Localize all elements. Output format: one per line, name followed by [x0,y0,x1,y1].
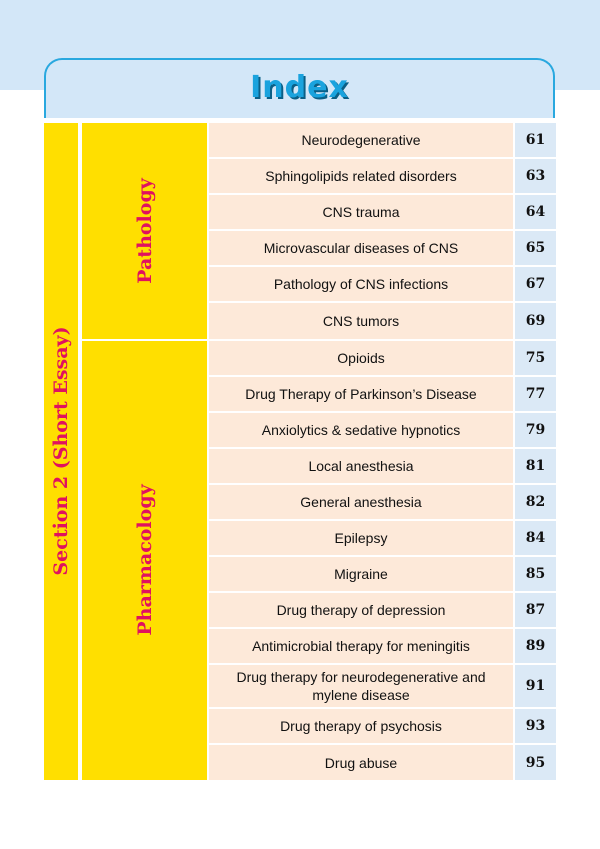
page-number: 85 [515,557,556,591]
subject-label-pathology: Pathology [134,178,156,284]
index-row [209,557,556,591]
index-row [209,267,556,301]
topic-title: Opioids [209,341,513,375]
page-number: 89 [515,629,556,663]
page-number: 77 [515,377,556,411]
page-number: 87 [515,593,556,627]
page-number: 79 [515,413,556,447]
topic-title: Anxiolytics & sedative hypnotics [209,413,513,447]
topic-title: General anesthesia [209,485,513,519]
index-row [209,449,556,483]
topic-title: Drug therapy for neurodegenerative and mylene disease [209,665,513,707]
index-row [209,709,556,743]
index-header [44,58,555,118]
page-number: 81 [515,449,556,483]
page-number: 91 [515,665,556,707]
index-row [209,485,556,519]
page-number: 82 [515,485,556,519]
topic-title: Drug therapy of psychosis [209,709,513,743]
topic-title: Pathology of CNS infections [209,267,513,301]
page-number: 63 [515,159,556,193]
topic-title: Local anesthesia [209,449,513,483]
index-row [209,413,556,447]
topic-title: Migraine [209,557,513,591]
page-number: 95 [515,745,556,780]
topic-title: Antimicrobial therapy for meningitis [209,629,513,663]
page-title: Index [250,70,349,105]
index-row [209,341,556,375]
index-row [209,303,556,339]
topic-title: Sphingolipids related disorders [209,159,513,193]
section-label: Section 2 (Short Essay) [50,326,72,576]
index-row [209,665,556,707]
topic-title: Drug therapy of depression [209,593,513,627]
index-row [209,377,556,411]
topic-title: Drug abuse [209,745,513,780]
topic-title: Microvascular diseases of CNS [209,231,513,265]
topic-title: CNS trauma [209,195,513,229]
page-number: 84 [515,521,556,555]
topic-title: Epilepsy [209,521,513,555]
topic-title: CNS tumors [209,303,513,339]
index-row [209,521,556,555]
index-row [209,123,556,157]
index-row [209,195,556,229]
page-number: 75 [515,341,556,375]
subject-label-pharmacology: Pharmacology [134,484,156,636]
page-number: 65 [515,231,556,265]
index-row [209,629,556,663]
page-number: 67 [515,267,556,301]
index-row [209,159,556,193]
index-row [209,231,556,265]
page-number: 64 [515,195,556,229]
topic-title: Drug Therapy of Parkinson’s Disease [209,377,513,411]
page-number: 69 [515,303,556,339]
topic-title: Neurodegenerative [209,123,513,157]
index-row [209,745,556,780]
page-number: 93 [515,709,556,743]
page-number: 61 [515,123,556,157]
index-row [209,593,556,627]
